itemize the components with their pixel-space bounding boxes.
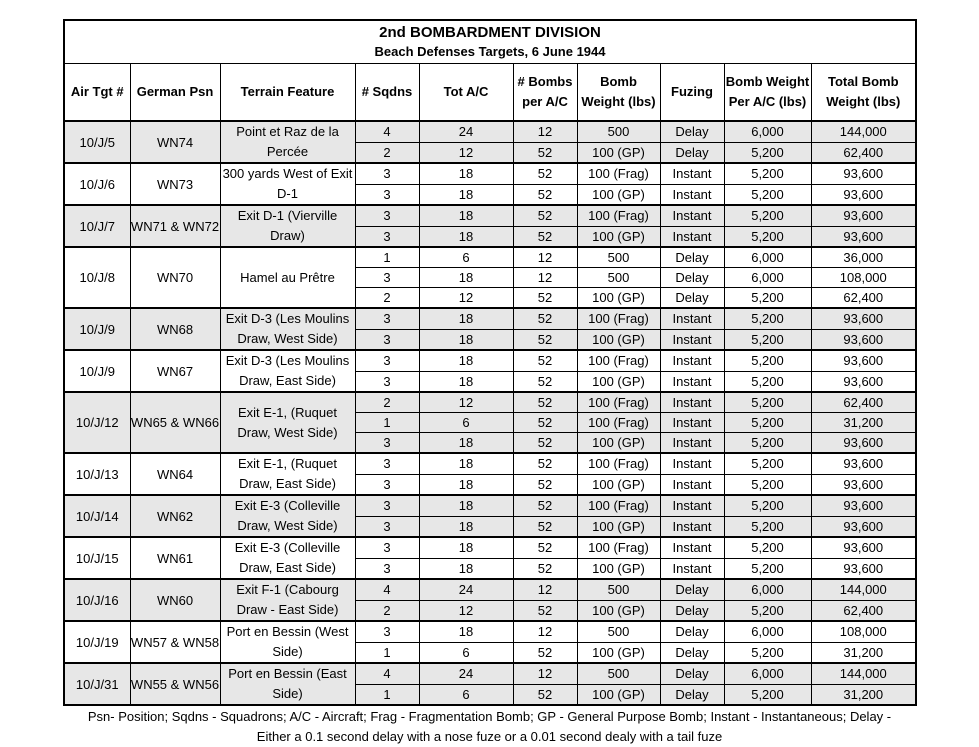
bomb-weight-cell: 100 (Frag) (577, 308, 660, 329)
fuzing-cell: Instant (660, 226, 724, 247)
tot-ac-cell: 18 (419, 537, 513, 558)
footnote-line-1: Psn- Position; Sqdns - Squadrons; A/C - Aircraft; Frag - Fragmentation Bomb; GP - General Purpose Bomb; Instant - Instantaneous; Delay - (87, 709, 892, 724)
tot-ac-cell: 18 (419, 350, 513, 371)
table-row (64, 205, 916, 226)
bomb-weight-cell: 100 (GP) (577, 184, 660, 205)
bomb-weight-cell: 100 (GP) (577, 288, 660, 309)
german-psn-cell: WN67 (130, 350, 220, 392)
fuzing-cell: Instant (660, 537, 724, 558)
sqdns-cell: 3 (355, 621, 419, 642)
total-bomb-weight-cell: 93,600 (811, 308, 916, 329)
sqdns-cell: 4 (355, 579, 419, 600)
tot-ac-cell: 6 (419, 413, 513, 433)
air-tgt-cell: 10/J/19 (64, 621, 130, 663)
table-subtitle: Beach Defenses Targets, 6 June 1944 (374, 44, 606, 59)
table-row (64, 163, 916, 184)
fuzing-cell: Instant (660, 413, 724, 433)
bomb-weight-per-ac-cell: 6,000 (724, 121, 811, 142)
terrain-feature-cell: Port en Bessin (West Side) (220, 621, 355, 663)
bomb-weight-per-ac-cell: 5,200 (724, 537, 811, 558)
total-bomb-weight-cell: 93,600 (811, 558, 916, 579)
bombs-per-ac-cell: 12 (513, 268, 577, 288)
fuzing-cell: Instant (660, 558, 724, 579)
bomb-weight-cell: 100 (GP) (577, 684, 660, 705)
german-psn-cell: WN73 (130, 163, 220, 205)
fuzing-cell: Instant (660, 184, 724, 205)
bomb-weight-per-ac-cell: 5,200 (724, 413, 811, 433)
bomb-weight-cell: 100 (GP) (577, 516, 660, 537)
total-bomb-weight-cell: 144,000 (811, 579, 916, 600)
bomb-weight-per-ac-cell: 6,000 (724, 621, 811, 642)
tot-ac-cell: 12 (419, 392, 513, 413)
sqdns-cell: 1 (355, 684, 419, 705)
fuzing-cell: Delay (660, 268, 724, 288)
bomb-weight-cell: 100 (Frag) (577, 205, 660, 226)
air-tgt-cell: 10/J/12 (64, 392, 130, 453)
total-bomb-weight-cell: 93,600 (811, 453, 916, 474)
bomb-weight-per-ac-cell: 5,200 (724, 516, 811, 537)
sqdns-cell: 3 (355, 433, 419, 454)
bombs-per-ac-cell: 52 (513, 350, 577, 371)
bombs-per-ac-cell: 52 (513, 392, 577, 413)
total-bomb-weight-cell: 108,000 (811, 268, 916, 288)
bomb-weight-per-ac-cell: 5,200 (724, 371, 811, 392)
bomb-weight-per-ac-cell: 5,200 (724, 288, 811, 309)
bomb-weight-cell: 100 (Frag) (577, 453, 660, 474)
bomb-weight-per-ac-cell: 5,200 (724, 558, 811, 579)
terrain-feature-cell: Hamel au Prêtre (220, 247, 355, 308)
fuzing-cell: Instant (660, 495, 724, 516)
fuzing-cell: Delay (660, 621, 724, 642)
bombs-per-ac-cell: 52 (513, 142, 577, 163)
fuzing-cell: Delay (660, 663, 724, 684)
total-bomb-weight-cell: 93,600 (811, 371, 916, 392)
fuzing-cell: Instant (660, 516, 724, 537)
total-bomb-weight-cell: 93,600 (811, 226, 916, 247)
sqdns-cell: 3 (355, 163, 419, 184)
german-psn-cell: WN61 (130, 537, 220, 579)
bomb-weight-cell: 500 (577, 579, 660, 600)
terrain-feature-cell: Point et Raz de la Percée (220, 121, 355, 163)
bombs-per-ac-cell: 52 (513, 205, 577, 226)
sqdns-cell: 3 (355, 205, 419, 226)
bomb-weight-cell: 100 (GP) (577, 371, 660, 392)
bombs-per-ac-cell: 52 (513, 453, 577, 474)
total-bomb-weight-cell: 93,600 (811, 495, 916, 516)
terrain-feature-cell: Exit D-3 (Les Moulins Draw, West Side) (220, 308, 355, 350)
air-tgt-cell: 10/J/9 (64, 308, 130, 350)
german-psn-cell: WN65 & WN66 (130, 392, 220, 453)
sqdns-cell: 3 (355, 371, 419, 392)
bomb-weight-cell: 100 (GP) (577, 433, 660, 454)
table-row (64, 453, 916, 474)
bombs-per-ac-cell: 52 (513, 288, 577, 309)
bomb-weight-per-ac-cell: 5,200 (724, 453, 811, 474)
tot-ac-cell: 18 (419, 308, 513, 329)
bombs-per-ac-cell: 52 (513, 600, 577, 621)
fuzing-cell: Instant (660, 392, 724, 413)
tot-ac-cell: 6 (419, 247, 513, 268)
sqdns-cell: 3 (355, 453, 419, 474)
bombs-per-ac-cell: 52 (513, 433, 577, 454)
table-row (64, 308, 916, 329)
sqdns-cell: 2 (355, 600, 419, 621)
tot-ac-cell: 6 (419, 642, 513, 663)
targets-table (63, 19, 917, 706)
bombs-per-ac-cell: 52 (513, 413, 577, 433)
total-bomb-weight-cell: 36,000 (811, 247, 916, 268)
total-bomb-weight-cell: 31,200 (811, 684, 916, 705)
bombs-per-ac-cell: 52 (513, 516, 577, 537)
sqdns-cell: 2 (355, 288, 419, 309)
tot-ac-cell: 6 (419, 684, 513, 705)
bombs-per-ac-cell: 12 (513, 121, 577, 142)
bomb-weight-per-ac-cell: 5,200 (724, 433, 811, 454)
sqdns-cell: 4 (355, 121, 419, 142)
terrain-feature-cell: Exit E-1, (Ruquet Draw, West Side) (220, 392, 355, 453)
bomb-weight-cell: 100 (Frag) (577, 537, 660, 558)
air-tgt-cell: 10/J/15 (64, 537, 130, 579)
tot-ac-cell: 18 (419, 558, 513, 579)
german-psn-cell: WN62 (130, 495, 220, 537)
total-bomb-weight-cell: 62,400 (811, 600, 916, 621)
bombs-per-ac-cell: 52 (513, 184, 577, 205)
header-bombs-per-ac: # Bombs per A/C (513, 64, 577, 122)
fuzing-cell: Instant (660, 308, 724, 329)
bomb-weight-per-ac-cell: 6,000 (724, 268, 811, 288)
bomb-weight-cell: 100 (GP) (577, 474, 660, 495)
header-german-psn: German Psn (130, 64, 220, 122)
bombs-per-ac-cell: 52 (513, 474, 577, 495)
bombs-per-ac-cell: 12 (513, 247, 577, 268)
bomb-weight-per-ac-cell: 5,200 (724, 495, 811, 516)
tot-ac-cell: 18 (419, 268, 513, 288)
sqdns-cell: 4 (355, 663, 419, 684)
total-bomb-weight-cell: 144,000 (811, 121, 916, 142)
total-bomb-weight-cell: 108,000 (811, 621, 916, 642)
table-row (64, 579, 916, 600)
tot-ac-cell: 18 (419, 621, 513, 642)
bomb-weight-per-ac-cell: 5,200 (724, 600, 811, 621)
bombs-per-ac-cell: 52 (513, 684, 577, 705)
air-tgt-cell: 10/J/6 (64, 163, 130, 205)
terrain-feature-cell: Exit D-1 (Vierville Draw) (220, 205, 355, 247)
bomb-weight-cell: 100 (GP) (577, 600, 660, 621)
tot-ac-cell: 18 (419, 516, 513, 537)
total-bomb-weight-cell: 31,200 (811, 413, 916, 433)
bomb-weight-per-ac-cell: 5,200 (724, 350, 811, 371)
terrain-feature-cell: Exit E-3 (Colleville Draw, West Side) (220, 495, 355, 537)
total-bomb-weight-cell: 93,600 (811, 516, 916, 537)
air-tgt-cell: 10/J/13 (64, 453, 130, 495)
fuzing-cell: Delay (660, 579, 724, 600)
header-sqdns: # Sqdns (355, 64, 419, 122)
tot-ac-cell: 18 (419, 474, 513, 495)
sqdns-cell: 3 (355, 350, 419, 371)
bombs-per-ac-cell: 12 (513, 663, 577, 684)
tot-ac-cell: 24 (419, 663, 513, 684)
total-bomb-weight-cell: 93,600 (811, 433, 916, 454)
tot-ac-cell: 24 (419, 121, 513, 142)
header-row (64, 64, 916, 122)
bomb-weight-cell: 500 (577, 247, 660, 268)
bomb-weight-cell: 100 (GP) (577, 226, 660, 247)
bomb-weight-per-ac-cell: 5,200 (724, 142, 811, 163)
bomb-weight-per-ac-cell: 6,000 (724, 247, 811, 268)
tot-ac-cell: 18 (419, 329, 513, 350)
air-tgt-cell: 10/J/9 (64, 350, 130, 392)
tot-ac-cell: 18 (419, 433, 513, 454)
tot-ac-cell: 12 (419, 288, 513, 309)
total-bomb-weight-cell: 93,600 (811, 205, 916, 226)
fuzing-cell: Instant (660, 453, 724, 474)
tot-ac-cell: 18 (419, 163, 513, 184)
table-row (64, 621, 916, 642)
bomb-weight-cell: 100 (Frag) (577, 350, 660, 371)
fuzing-cell: Delay (660, 642, 724, 663)
fuzing-cell: Instant (660, 371, 724, 392)
tot-ac-cell: 18 (419, 495, 513, 516)
bombs-per-ac-cell: 52 (513, 163, 577, 184)
german-psn-cell: WN60 (130, 579, 220, 621)
bombs-per-ac-cell: 12 (513, 621, 577, 642)
bombs-per-ac-cell: 52 (513, 329, 577, 350)
german-psn-cell: WN71 & WN72 (130, 205, 220, 247)
fuzing-cell: Delay (660, 142, 724, 163)
tot-ac-cell: 12 (419, 142, 513, 163)
fuzing-cell: Instant (660, 350, 724, 371)
tot-ac-cell: 18 (419, 226, 513, 247)
sqdns-cell: 3 (355, 558, 419, 579)
table-row (64, 663, 916, 684)
bomb-weight-cell: 100 (GP) (577, 642, 660, 663)
total-bomb-weight-cell: 144,000 (811, 663, 916, 684)
terrain-feature-cell: Exit E-1, (Ruquet Draw, East Side) (220, 453, 355, 495)
sqdns-cell: 3 (355, 226, 419, 247)
bomb-weight-cell: 100 (Frag) (577, 495, 660, 516)
table-row (64, 537, 916, 558)
total-bomb-weight-cell: 62,400 (811, 392, 916, 413)
bomb-weight-cell: 100 (Frag) (577, 163, 660, 184)
total-bomb-weight-cell: 93,600 (811, 184, 916, 205)
total-bomb-weight-cell: 31,200 (811, 642, 916, 663)
header-terrain-feature: Terrain Feature (220, 64, 355, 122)
bombs-per-ac-cell: 52 (513, 558, 577, 579)
bombs-per-ac-cell: 52 (513, 642, 577, 663)
total-bomb-weight-cell: 93,600 (811, 474, 916, 495)
fuzing-cell: Instant (660, 205, 724, 226)
fuzing-cell: Delay (660, 600, 724, 621)
sqdns-cell: 3 (355, 308, 419, 329)
bomb-weight-per-ac-cell: 5,200 (724, 329, 811, 350)
sqdns-cell: 2 (355, 142, 419, 163)
fuzing-cell: Instant (660, 433, 724, 454)
bomb-weight-cell: 100 (GP) (577, 329, 660, 350)
bomb-weight-per-ac-cell: 5,200 (724, 392, 811, 413)
header-total-bomb-weight: Total Bomb Weight (lbs) (811, 64, 916, 122)
tot-ac-cell: 18 (419, 371, 513, 392)
fuzing-cell: Instant (660, 474, 724, 495)
tot-ac-cell: 24 (419, 579, 513, 600)
table-row (64, 350, 916, 371)
german-psn-cell: WN74 (130, 121, 220, 163)
header-air-tgt: Air Tgt # (64, 64, 130, 122)
sqdns-cell: 3 (355, 495, 419, 516)
fuzing-cell: Delay (660, 684, 724, 705)
bombs-per-ac-cell: 52 (513, 371, 577, 392)
bomb-weight-cell: 500 (577, 268, 660, 288)
sqdns-cell: 1 (355, 247, 419, 268)
fuzing-cell: Instant (660, 329, 724, 350)
sqdns-cell: 1 (355, 642, 419, 663)
total-bomb-weight-cell: 93,600 (811, 350, 916, 371)
bombs-per-ac-cell: 12 (513, 579, 577, 600)
sqdns-cell: 1 (355, 413, 419, 433)
bomb-weight-per-ac-cell: 6,000 (724, 579, 811, 600)
german-psn-cell: WN64 (130, 453, 220, 495)
terrain-feature-cell: Exit D-3 (Les Moulins Draw, East Side) (220, 350, 355, 392)
sqdns-cell: 3 (355, 329, 419, 350)
bomb-weight-per-ac-cell: 5,200 (724, 474, 811, 495)
sqdns-cell: 3 (355, 537, 419, 558)
sqdns-cell: 2 (355, 392, 419, 413)
bombs-per-ac-cell: 52 (513, 308, 577, 329)
total-bomb-weight-cell: 62,400 (811, 142, 916, 163)
german-psn-cell: WN68 (130, 308, 220, 350)
header-bomb-weight: Bomb Weight (lbs) (577, 64, 660, 122)
terrain-feature-cell: Port en Bessin (East Side) (220, 663, 355, 705)
total-bomb-weight-cell: 93,600 (811, 537, 916, 558)
table-row (64, 121, 916, 142)
table-row (64, 247, 916, 268)
targets-table-container (63, 19, 915, 706)
bombs-per-ac-cell: 52 (513, 226, 577, 247)
bomb-weight-cell: 500 (577, 121, 660, 142)
terrain-feature-cell: 300 yards West of Exit D-1 (220, 163, 355, 205)
bomb-weight-cell: 500 (577, 663, 660, 684)
header-fuzing: Fuzing (660, 64, 724, 122)
bomb-weight-cell: 100 (GP) (577, 142, 660, 163)
air-tgt-cell: 10/J/14 (64, 495, 130, 537)
tot-ac-cell: 18 (419, 453, 513, 474)
table-row (64, 392, 916, 413)
total-bomb-weight-cell: 93,600 (811, 329, 916, 350)
german-psn-cell: WN55 & WN56 (130, 663, 220, 705)
table-body (64, 121, 916, 705)
fuzing-cell: Delay (660, 247, 724, 268)
sqdns-cell: 3 (355, 474, 419, 495)
air-tgt-cell: 10/J/31 (64, 663, 130, 705)
footnote-line-2: Either a 0.1 second delay with a nose fuze or a 0.01 second dealy with a tail fuze (256, 729, 723, 744)
bomb-weight-cell: 500 (577, 621, 660, 642)
sqdns-cell: 3 (355, 516, 419, 537)
table-row (64, 495, 916, 516)
bomb-weight-per-ac-cell: 5,200 (724, 226, 811, 247)
bomb-weight-per-ac-cell: 5,200 (724, 684, 811, 705)
german-psn-cell: WN57 & WN58 (130, 621, 220, 663)
bombs-per-ac-cell: 52 (513, 537, 577, 558)
bomb-weight-per-ac-cell: 5,200 (724, 308, 811, 329)
air-tgt-cell: 10/J/16 (64, 579, 130, 621)
bomb-weight-per-ac-cell: 5,200 (724, 205, 811, 226)
tot-ac-cell: 18 (419, 184, 513, 205)
header-bomb-weight-per-ac: Bomb Weight Per A/C (lbs) (724, 64, 811, 122)
bomb-weight-per-ac-cell: 5,200 (724, 642, 811, 663)
total-bomb-weight-cell: 93,600 (811, 163, 916, 184)
bombs-per-ac-cell: 52 (513, 495, 577, 516)
air-tgt-cell: 10/J/7 (64, 205, 130, 247)
bomb-weight-per-ac-cell: 6,000 (724, 663, 811, 684)
fuzing-cell: Delay (660, 288, 724, 309)
bomb-weight-cell: 100 (Frag) (577, 392, 660, 413)
terrain-feature-cell: Exit E-3 (Colleville Draw, East Side) (220, 537, 355, 579)
german-psn-cell: WN70 (130, 247, 220, 308)
sqdns-cell: 3 (355, 268, 419, 288)
table-title: 2nd BOMBARDMENT DIVISION (379, 24, 601, 41)
bomb-weight-per-ac-cell: 5,200 (724, 163, 811, 184)
bomb-weight-cell: 100 (GP) (577, 558, 660, 579)
air-tgt-cell: 10/J/8 (64, 247, 130, 308)
bomb-weight-per-ac-cell: 5,200 (724, 184, 811, 205)
terrain-feature-cell: Exit F-1 (Cabourg Draw - East Side) (220, 579, 355, 621)
footnote (0, 707, 979, 747)
header-tot-ac: Tot A/C (419, 64, 513, 122)
total-bomb-weight-cell: 62,400 (811, 288, 916, 309)
air-tgt-cell: 10/J/5 (64, 121, 130, 163)
fuzing-cell: Delay (660, 121, 724, 142)
tot-ac-cell: 12 (419, 600, 513, 621)
bomb-weight-cell: 100 (Frag) (577, 413, 660, 433)
tot-ac-cell: 18 (419, 205, 513, 226)
fuzing-cell: Instant (660, 163, 724, 184)
sqdns-cell: 3 (355, 184, 419, 205)
table-title-block (64, 20, 916, 64)
